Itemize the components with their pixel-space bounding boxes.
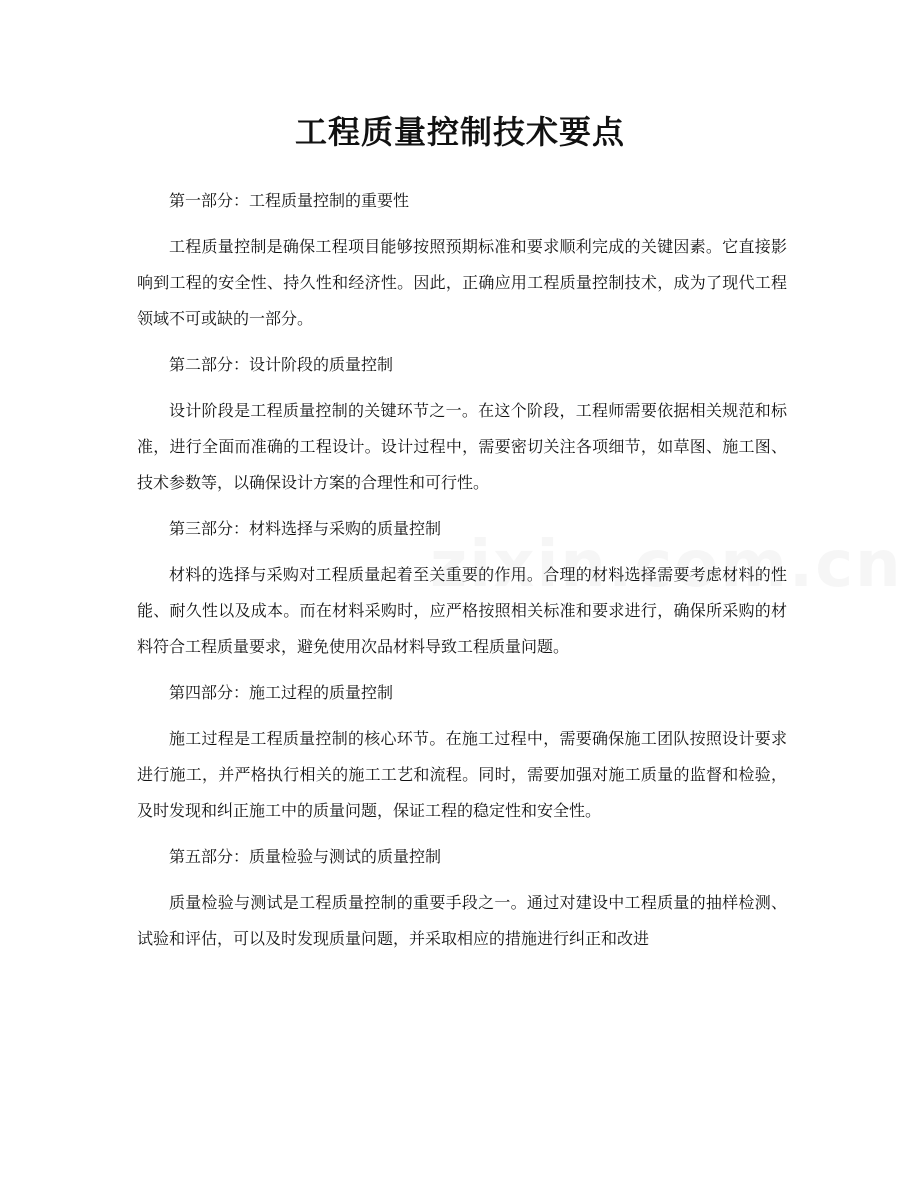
document-title: 工程质量控制技术要点 — [294, 113, 625, 151]
section-2 — [137, 347, 787, 511]
section-heading: 第五部分：质量检验与测试的质量控制 — [169, 847, 442, 866]
section-heading: 第四部分：施工过程的质量控制 — [169, 683, 394, 702]
section-3 — [137, 511, 787, 675]
section-paragraph: 设计阶段是工程质量控制的关键环节之一。在这个阶段，工程师需要依据相关规范和标准，进行全面而准确的工程设计。设计过程中，需要密切关注各项细节，如草图、施工图、技术参数等，以确保设计方案的合理性和可行性。 — [137, 401, 787, 492]
section-heading: 第三部分：材料选择与采购的质量控制 — [169, 519, 442, 538]
section-4 — [137, 675, 787, 839]
document-body — [137, 183, 787, 957]
section-heading: 第一部分：工程质量控制的重要性 — [169, 191, 410, 210]
section-paragraph: 质量检验与测试是工程质量控制的重要手段之一。通过对建设中工程质量的抽样检测、试验和评估，可以及时发现质量问题，并采取相应的措施进行纠正和改进 — [137, 893, 787, 948]
section-paragraph: 材料的选择与采购对工程质量起着至关重要的作用。合理的材料选择需要考虑材料的性能、耐久性以及成本。而在材料采购时，应严格按照相关标准和要求进行，确保所采购的材料符合工程质量要求，避免使用次品材料导致工程质量问题。 — [137, 565, 787, 656]
section-paragraph: 工程质量控制是确保工程项目能够按照预期标准和要求顺利完成的关键因素。它直接影响到工程的安全性、持久性和经济性。因此，正确应用工程质量控制技术，成为了现代工程领域不可或缺的一部分。 — [137, 237, 787, 328]
section-paragraph: 施工过程是工程质量控制的核心环节。在施工过程中，需要确保施工团队按照设计要求进行施工，并严格执行相关的施工工艺和流程。同时，需要加强对施工质量的监督和检验，及时发现和纠正施工中的质量问题，保证工程的稳定性和安全性。 — [137, 729, 787, 820]
section-1 — [137, 183, 787, 347]
section-heading: 第二部分：设计阶段的质量控制 — [169, 355, 394, 374]
section-5 — [137, 839, 787, 957]
